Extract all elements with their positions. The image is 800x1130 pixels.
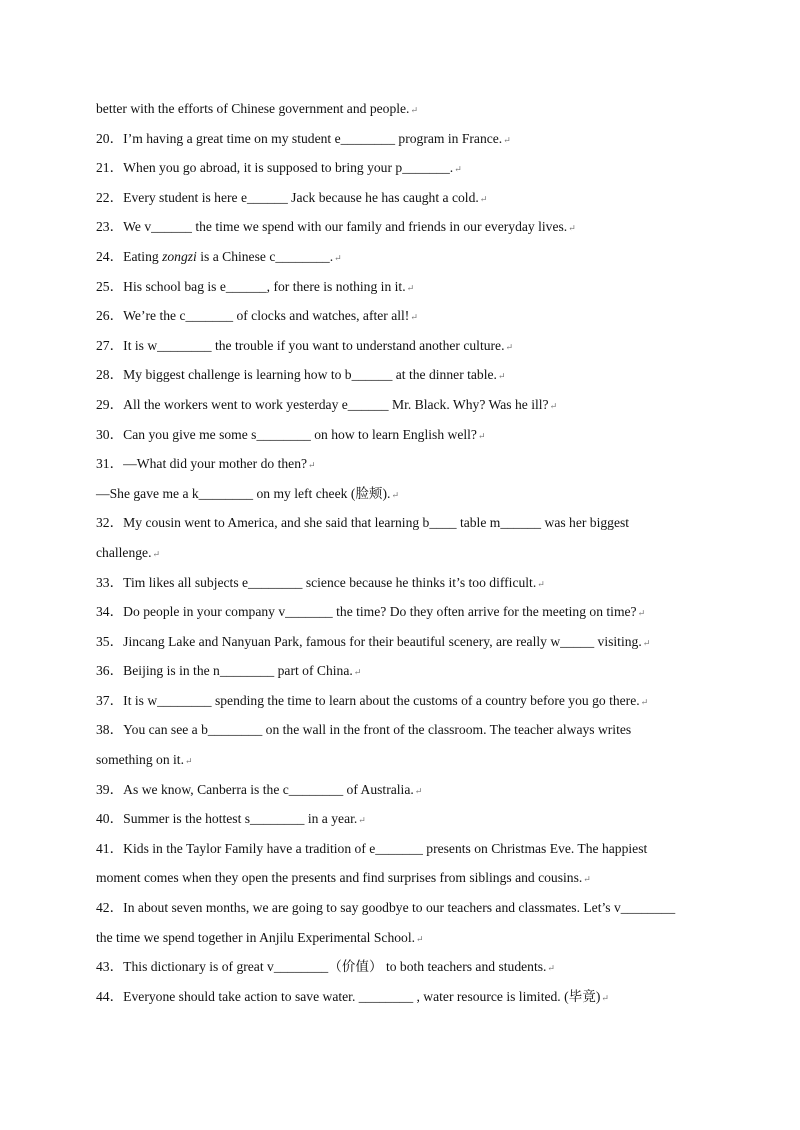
paragraph-mark-icon: ↵ [547,963,555,974]
paragraph-mark-icon: ↵ [497,371,506,382]
paragraph-mark-icon: ↵ [416,933,424,944]
paragraph-mark-icon: ↵ [406,282,415,293]
paragraph-mark-icon: ↵ [583,874,591,885]
question-38-continued: something on it.↵ [96,752,193,768]
paragraph-mark-icon: ↵ [454,164,462,175]
question-33: 33．Tim likes all subjects e________ science because he thinks it’s too difficult.↵ [96,574,545,590]
exercise-text [96,94,706,1011]
paragraph-mark-icon: ↵ [503,134,511,145]
question-29: 29．All the workers went to work yesterday e______ Mr. Black. Why? Was he ill?↵ [96,396,558,412]
question-31-answer: —She gave me a k________ on my left cheek (脸颊).↵ [96,485,400,501]
question-27: 27．It is w________ the trouble if you want to understand another culture.↵ [96,337,514,353]
paragraph-mark-icon: ↵ [391,489,400,500]
question-42-continued: the time we spend together in Anjilu Experimental School.↵ [96,929,424,945]
paragraph-mark-icon: ↵ [505,341,514,352]
question-41-continued: moment comes when they open the presents and find surprises from siblings and cousins.↵ [96,870,591,886]
text-line-continuation: better with the efforts of Chinese government and people.↵ [96,101,418,116]
paragraph-mark-icon: ↵ [637,608,646,619]
question-31: 31．—What did your mother do then?↵ [96,456,316,472]
paragraph-mark-icon: ↵ [568,223,576,234]
question-35: 35．Jincang Lake and Nanyuan Park, famous for their beautiful scenery, are really w_____ visiting.↵ [96,633,651,649]
question-32-continued: challenge.↵ [96,544,161,560]
paragraph-mark-icon: ↵ [414,785,423,796]
paragraph-mark-icon: ↵ [410,105,418,115]
paragraph-mark-icon: ↵ [549,400,558,411]
question-32: 32．My cousin went to America, and she said that learning b____ table m______ was her biggest [96,515,630,531]
question-44: 44．Everyone should take action to save water. ________ , water resource is limited. (毕竟)↵ [96,988,609,1004]
question-34: 34．Do people in your company v_______ the time? Do they often arrive for the meeting on time?↵ [96,604,646,620]
question-37: 37．It is w________ spending the time to learn about the customs of a country before you go there.↵ [96,692,649,708]
question-42: 42．In about seven months, we are going to say goodbye to our teachers and classmates. Let’s v________ [96,900,676,916]
question-28: 28．My biggest challenge is learning how to b______ at the dinner table.↵ [96,367,506,383]
paragraph-mark-icon: ↵ [410,312,418,323]
question-26: 26．We’re the c_______ of clocks and watches, after all!↵ [96,308,418,324]
paragraph-mark-icon: ↵ [334,252,342,263]
question-25: 25．His school bag is e______, for there is nothing in it.↵ [96,278,415,294]
question-40: 40．Summer is the hottest s________ in a year.↵ [96,811,366,827]
paragraph-mark-icon: ↵ [308,460,316,471]
question-39: 39．As we know, Canberra is the c________ of Australia.↵ [96,781,423,797]
paragraph-mark-icon: ↵ [353,667,362,678]
italic-word: zongzi [162,248,197,264]
question-30: 30．Can you give me some s________ on how to learn English well?↵ [96,426,486,442]
paragraph-mark-icon: ↵ [479,193,488,204]
paragraph-mark-icon: ↵ [642,637,651,648]
question-21: 21．When you go abroad, it is supposed to bring your p_______.↵ [96,160,462,176]
question-23: 23．We v______ the time we spend with our family and friends in our everyday lives.↵ [96,219,576,235]
question-43: 43．This dictionary is of great v________（价值） to both teachers and students.↵ [96,959,555,975]
question-36: 36．Beijing is in the n________ part of China.↵ [96,663,362,679]
paragraph-mark-icon: ↵ [358,815,366,826]
question-38: 38．You can see a b________ on the wall in the front of the classroom. The teacher always writes [96,722,632,738]
paragraph-mark-icon: ↵ [152,548,161,559]
question-41: 41．Kids in the Taylor Family have a tradition of e_______ presents on Christmas Eve. The happiest [96,840,648,856]
paragraph-mark-icon: ↵ [601,992,609,1003]
question-24: 24．Eating zongzi is a Chinese c________.↵ [96,248,342,264]
paragraph-mark-icon: ↵ [477,430,486,441]
question-22: 22．Every student is here e______ Jack because he has caught a cold.↵ [96,189,488,205]
paragraph-mark-icon: ↵ [184,756,193,767]
paragraph-mark-icon: ↵ [640,696,649,707]
paragraph-mark-icon: ↵ [537,578,545,589]
question-20: 20．I’m having a great time on my student e________ program in France.↵ [96,130,511,146]
